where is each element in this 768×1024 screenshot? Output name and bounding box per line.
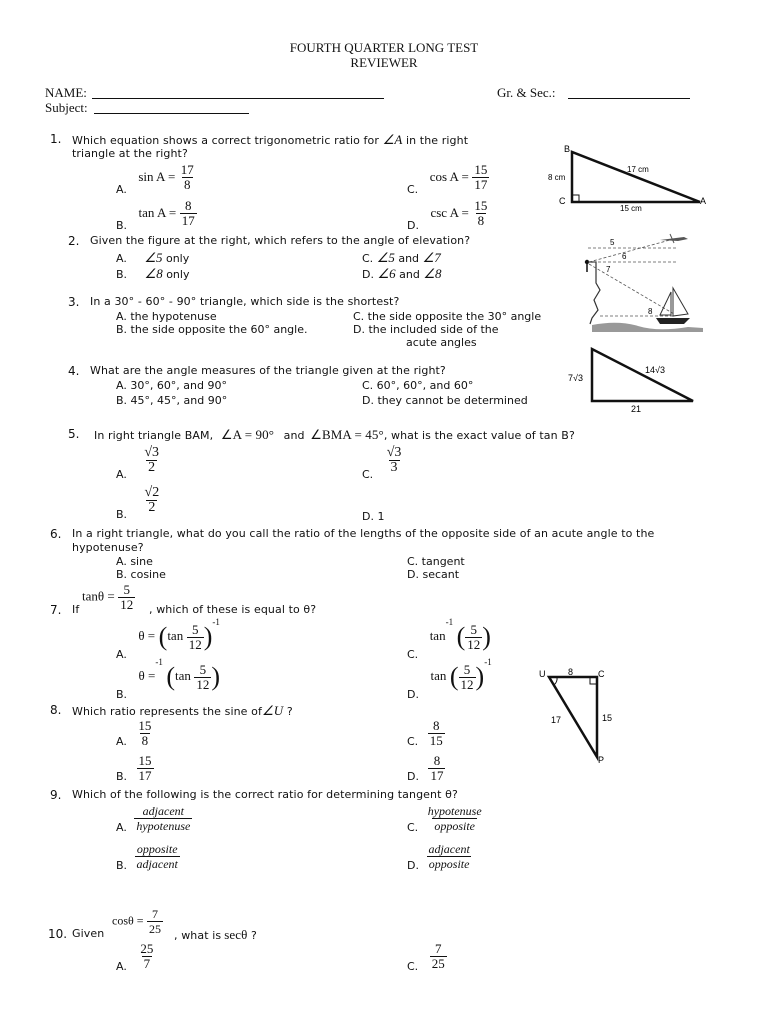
q2-fig-angle8: 8 — [648, 307, 653, 316]
q8-triangle-figure — [535, 665, 620, 770]
q1-choice-a[interactable]: A. sin A = $\frac{17}{8}$ — [116, 162, 194, 196]
q7-choice-d[interactable]: D. tan ( $\frac{5}{12}$ )$^{-1}$ — [407, 657, 492, 701]
q9-choice-b[interactable]: B. $\frac{\text{opposite}}{\text{adjacent}}$ — [116, 842, 178, 872]
q3-choice-b[interactable]: B. the side opposite the 60° angle. — [116, 323, 308, 336]
airplane-icon — [660, 237, 688, 241]
q8-text: Which ratio represents the sine of∠U ? — [72, 703, 293, 718]
q8-fig-vertex-c: C — [598, 669, 605, 679]
q10-text: , what is secθ ? — [174, 927, 257, 942]
q3-choice-c[interactable]: C. the side opposite the 30° angle — [353, 310, 542, 323]
q4-text: What are the angle measures of the triangle given at the right? — [90, 364, 446, 377]
q4-number: 4. — [68, 364, 80, 378]
q1-fig-vertex-b: B — [564, 144, 571, 154]
q5-choice-b[interactable]: B. $\frac{√2}{2}$ — [116, 485, 160, 521]
q5-text: In right triangle BAM, ∠A = 90° and ∠BMA = 45°, what is the exact value of tan B? — [94, 427, 575, 442]
q1-fig-hyp: 17 cm — [627, 165, 649, 174]
q10-given: Given — [72, 927, 105, 940]
q8-fig-hyp: 17 — [551, 715, 562, 725]
q6-choice-b[interactable]: B. cosine — [116, 568, 166, 581]
q1-number: 1. — [50, 132, 62, 146]
q4-choice-b[interactable]: B. 45°, 45°, and 90° — [116, 394, 228, 407]
q8-choice-b[interactable]: B. $\frac{15}{17}$ — [116, 753, 152, 783]
q1-fig-vertex-a: A — [700, 196, 707, 206]
q7-number: 7. — [50, 603, 62, 617]
subject-label: Subject: — [45, 100, 88, 115]
q2-fig-angle6: 6 — [622, 252, 627, 261]
q1-text: Which equation shows a correct trigonometric ratio for ∠A in the right — [72, 132, 469, 147]
q3-choice-a[interactable]: A. the hypotenuse — [116, 310, 217, 323]
q4-triangle-figure — [565, 345, 700, 415]
q2-choice-b[interactable]: B. ∠8 only — [116, 266, 190, 281]
q7-choice-c[interactable]: C. $\tan^{-1}$ ( $\frac{5}{12}$ ) — [407, 617, 491, 661]
q5-choice-d[interactable]: D. 1 — [362, 510, 385, 523]
q8-choice-a[interactable]: A. $\frac{15}{8}$ — [116, 718, 152, 748]
q7-if: If — [72, 603, 80, 616]
q4-fig-base: 21 — [631, 404, 642, 414]
q3-text: In a 30° - 60° - 90° triangle, which side is the shortest? — [90, 295, 400, 308]
q2-text: Given the figure at the right, which refers to the angle of elevation? — [90, 234, 471, 247]
sailboat-icon — [656, 318, 690, 324]
q4-choice-a[interactable]: A. 30°, 60°, and 90° — [116, 379, 227, 392]
q4-fig-hyp: 14√3 — [645, 365, 665, 375]
q9-choice-d[interactable]: D. $\frac{\text{adjacent}}{\text{opposite}}$ — [407, 842, 470, 872]
q7-given: tanθ = $\frac{5}{12}$ — [82, 582, 134, 612]
q1-fig-leg2: 15 cm — [620, 204, 642, 213]
q9-number: 9. — [50, 788, 62, 802]
q1-triangle-figure — [545, 140, 715, 215]
q8-fig-top: 8 — [568, 667, 574, 677]
q8-number: 8. — [50, 703, 62, 717]
name-blank[interactable] — [92, 98, 384, 99]
q5-choice-a[interactable]: A. $\frac{√3}{2}$ — [116, 445, 160, 481]
q5-choice-c[interactable]: C. $\frac{√3}{3}$ — [362, 445, 402, 481]
q8-fig-vertex-u: U — [539, 669, 546, 679]
q9-text: Which of the following is the correct ratio for determining tangent θ? — [72, 788, 458, 801]
q10-given-eq: cosθ = $\frac{7}{25}$ — [112, 907, 162, 936]
q7-text: , which of these is equal to θ? — [149, 603, 317, 616]
q4-fig-left: 7√3 — [568, 373, 583, 383]
test-title: FOURTH QUARTER LONG TEST — [289, 40, 479, 55]
q6-choice-d[interactable]: D. secant — [407, 568, 460, 581]
q3-number: 3. — [68, 295, 80, 309]
q9-choice-a[interactable]: A. $\frac{\text{adjacent}}{\text{hypotenuse}}$ — [116, 804, 191, 834]
q10-choice-a[interactable]: A. $\frac{25}{7}$ — [116, 941, 154, 973]
q1-text-cont: triangle at the right? — [72, 147, 188, 160]
q2-choice-a[interactable]: A. ∠5 only — [116, 250, 190, 265]
q9-choice-c[interactable]: C. $\frac{\text{hypotenuse}}{\text{opposite}}$ — [407, 804, 482, 834]
subject-blank[interactable] — [94, 113, 249, 114]
q2-choice-d[interactable]: D. ∠6 and ∠8 — [362, 266, 442, 281]
q1-choice-d[interactable]: D. csc A = $\frac{15}{8}$ — [407, 198, 488, 232]
q3-choice-d[interactable]: D. the included side of the — [353, 323, 499, 336]
q6-choice-c[interactable]: C. tangent — [407, 555, 465, 568]
q2-choice-c[interactable]: C. ∠5 and ∠7 — [362, 250, 441, 265]
q8-choice-d[interactable]: D. $\frac{8}{17}$ — [407, 753, 444, 783]
q8-fig-right: 15 — [602, 713, 613, 723]
q8-choice-c[interactable]: C. $\frac{8}{15}$ — [407, 718, 443, 748]
grade-section-label: Gr. & Sec.: — [497, 85, 556, 100]
q1-choice-c[interactable]: C. cos A = $\frac{15}{17}$ — [407, 162, 488, 196]
q2-number: 2. — [68, 234, 80, 248]
q1-choice-b[interactable]: B. tan A = $\frac{8}{17}$ — [116, 198, 195, 232]
q5-number: 5. — [68, 427, 80, 441]
q3-choice-d-cont: acute angles — [406, 336, 477, 349]
q10-number: 10. — [48, 927, 68, 941]
q6-text-cont: hypotenuse? — [72, 541, 144, 554]
q4-choice-d[interactable]: D. they cannot be determined — [362, 394, 528, 407]
q1-fig-vertex-c: C — [559, 196, 566, 206]
q6-number: 6. — [50, 527, 62, 541]
q1-fig-leg1: 8 cm — [548, 173, 566, 182]
name-label: NAME: — [45, 85, 87, 100]
grade-section-blank[interactable] — [568, 98, 690, 99]
q7-choice-b[interactable]: B. θ =$^{-1}$ (tan $\frac{5}{12}$ ) — [116, 657, 221, 701]
test-subtitle: REVIEWER — [350, 55, 418, 70]
q4-choice-c[interactable]: C. 60°, 60°, and 60° — [362, 379, 474, 392]
q6-text: In a right triangle, what do you call the ratio of the lengths of the opposite side of an acute angle to the — [72, 527, 655, 540]
q2-fig-angle7: 7 — [606, 265, 611, 274]
q8-fig-vertex-p: P — [598, 755, 605, 765]
q10-choice-c[interactable]: C. $\frac{7}{25}$ — [407, 941, 445, 973]
q2-elevation-figure — [578, 228, 708, 333]
q6-choice-a[interactable]: A. sine — [116, 555, 153, 568]
q2-fig-angle5: 5 — [610, 238, 615, 247]
q7-choice-a[interactable]: A. θ = (tan $\frac{5}{12}$ )$^{-1}$ — [116, 617, 220, 661]
